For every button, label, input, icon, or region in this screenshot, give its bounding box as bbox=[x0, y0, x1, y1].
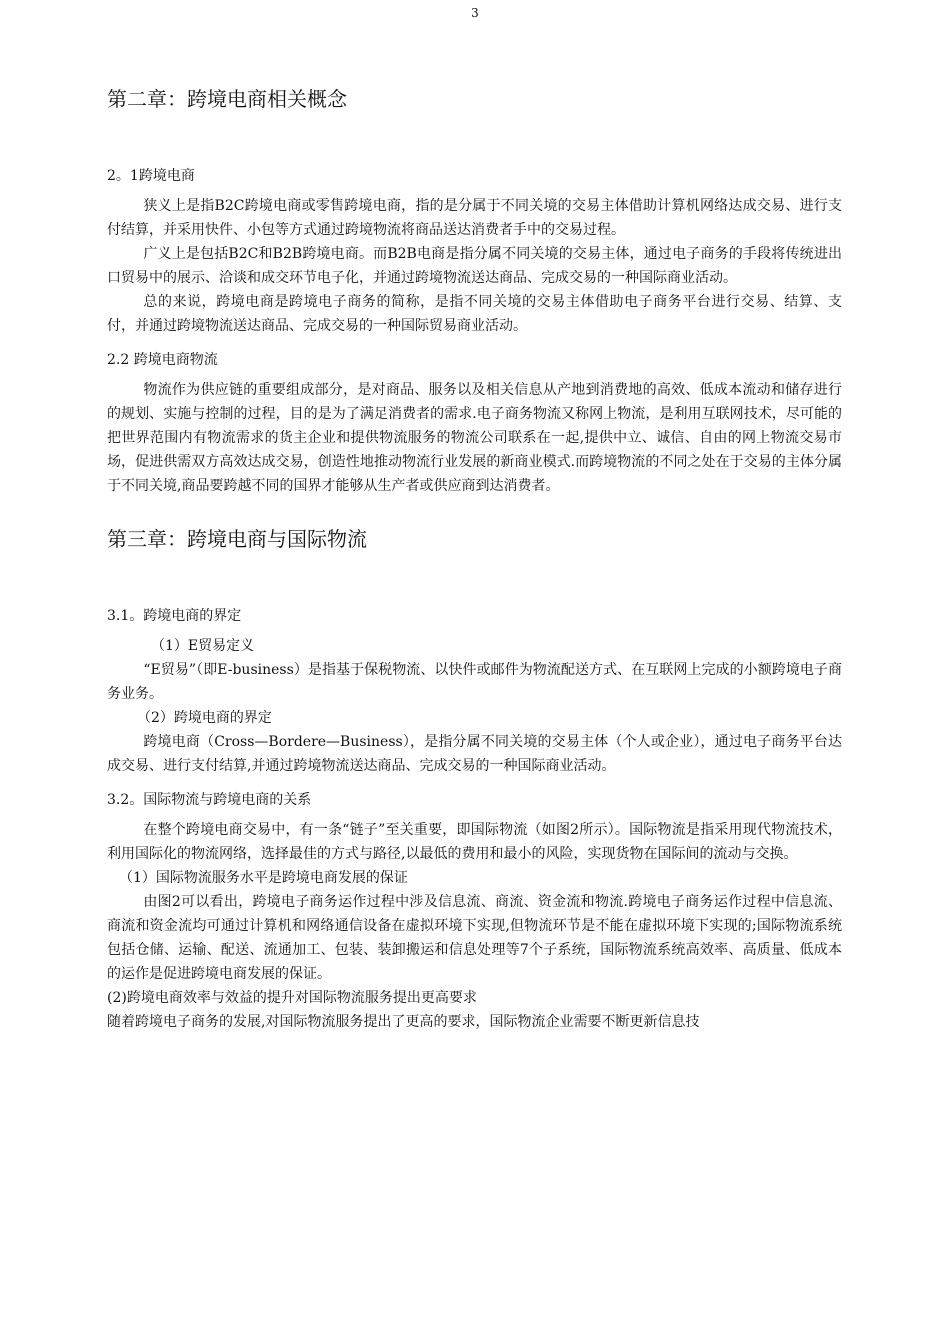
section-2-1-paragraph-1: 狭义上是指B2C跨境电商或零售跨境电商，指的是分属于不同关境的交易主体借助计算机网络达成交易、进行支付结算，并采用快件、小包等方式通过跨境物流将商品送达消费者手中的交易过程。 bbox=[107, 198, 842, 238]
section-3-1 bbox=[107, 604, 842, 778]
section-2-2 bbox=[107, 348, 842, 498]
section-3-1-paragraph-1: “E贸易”（即E-business）是指基于保税物流、以快件或邮件为物流配送方式、在互联网上完成的小额跨境电子商务业务。 bbox=[107, 662, 842, 702]
page-number: 3 bbox=[471, 6, 479, 20]
section-2-2-heading: 2.2 跨境电商物流 bbox=[107, 352, 218, 368]
section-3-2-heading: 3.2。国际物流与跨境电商的关系 bbox=[107, 792, 312, 808]
section-3-2 bbox=[107, 788, 842, 1034]
section-3-1-paragraph-2: 跨境电商（Cross—Bordere—Business），是指分属不同关境的交易主体（个人或企业），通过电子商务平台达成交易、进行支付结算,并通过跨境物流送达商品、完成交易的一种国际商业活动。 bbox=[107, 734, 842, 774]
section-2-1-paragraph-2: 广义上是包括B2C和B2B跨境电商。而B2B电商是指分属不同关境的交易主体，通过电子商务的手段将传统进出口贸易中的展示、洽谈和成交环节电子化，并通过跨境物流送达商品、完成交易的一种国际商业活动。 bbox=[107, 246, 842, 286]
section-2-1 bbox=[107, 164, 842, 338]
section-2-1-heading: 2。1跨境电商 bbox=[107, 168, 195, 184]
section-2-1-paragraph-3: 总的来说，跨境电商是跨境电子商务的简称，是指不同关境的交易主体借助电子商务平台进行交易、结算、支付，并通过跨境物流送达商品、完成交易的一种国际贸易商业活动。 bbox=[107, 294, 842, 334]
section-3-2-paragraph-1: 在整个跨境电商交易中，有一条“链子”至关重要，即国际物流（如图2所示）。国际物流是指采用现代物流技术，利用国际化的物流网络，选择最佳的方式与路径,以最低的费用和最小的风险，实现货物在国际间的流动与交换。 bbox=[107, 822, 842, 862]
section-3-1-heading: 3.1。跨境电商的界定 bbox=[107, 608, 242, 624]
section-3-2-paragraph-2: 由图2可以看出，跨境电子商务运作过程中涉及信息流、商流、资金流和物流.跨境电子商务运作过程中信息流、商流和资金流均可通过计算机和网络通信设备在虚拟环境下实现,但物流环节是不能在虚拟环境下实现的;国际物流系统包括仓储、运输、配送、流通加工、包装、装卸搬运和信息处理等7个子系统，国际物流系统高效率、高质量、低成本的运作是促进跨境电商发展的保证。 bbox=[107, 894, 842, 982]
section-3-1-subheading-1: （1）E贸易定义 bbox=[151, 638, 255, 654]
section-3-2-subheading-1: （1）国际物流服务水平是跨境电商发展的保证 bbox=[119, 870, 408, 886]
section-2-2-paragraph-1: 物流作为供应链的重要组成部分，是对商品、服务以及相关信息从产地到消费地的高效、低成本流动和储存进行的规划、实施与控制的过程，目的是为了满足消费者的需求.电子商务物流又称网上物流，是利用互联网技术，尽可能的把世界范围内有物流需求的货主企业和提供物流服务的物流公司联系在一起,提供中立、诚信、自由的网上物流交易市场，促进供需双方高效达成交易，创造性地推动物流行业发展的新商业模式.而跨境物流的不同之处在于交易的主体分属于不同关境,商品要跨越不同的国界才能够从生产者或供应商到达消费者。 bbox=[107, 382, 842, 494]
chapter-3-title: 第三章：跨境电商与国际物流 bbox=[107, 527, 367, 551]
section-3-2-paragraph-3: 随着跨境电子商务的发展,对国际物流服务提出了更高的要求，国际物流企业需要不断更新信息技 bbox=[107, 1014, 700, 1030]
chapter-2-title: 第二章：跨境电商相关概念 bbox=[107, 87, 347, 111]
document-body bbox=[107, 84, 842, 1034]
section-3-1-subheading-2: （2）跨境电商的界定 bbox=[137, 710, 272, 726]
section-3-2-subheading-2: (2)跨境电商效率与效益的提升对国际物流服务提出更高要求 bbox=[107, 990, 477, 1006]
